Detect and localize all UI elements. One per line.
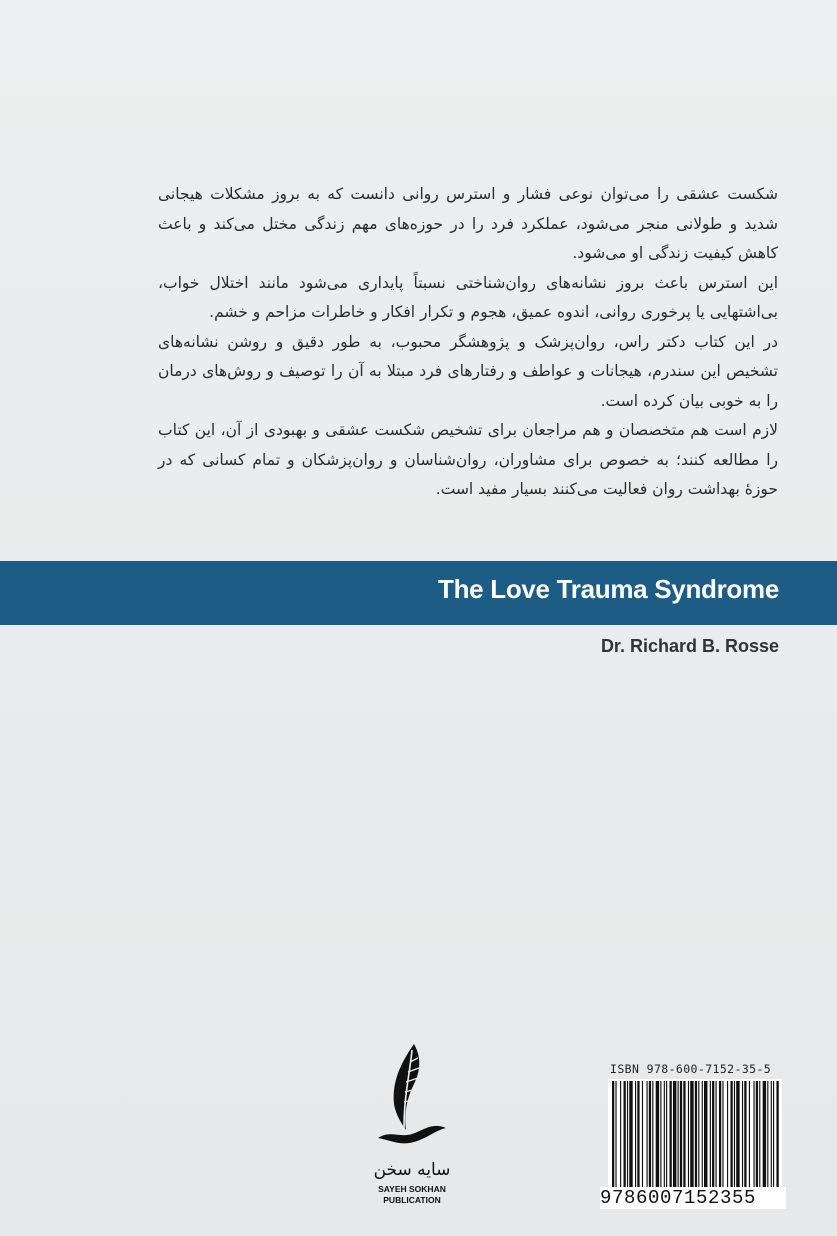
- barcode-bar: [698, 1081, 699, 1187]
- isbn-label: ISBN 978-600-7152-35-5: [610, 1062, 772, 1076]
- barcode-bar: [637, 1081, 639, 1187]
- barcode-bar: [647, 1081, 648, 1187]
- barcode-bar: [704, 1081, 707, 1187]
- barcode-bar: [727, 1081, 728, 1187]
- author-name: Dr. Richard B. Rosse: [600, 636, 779, 656]
- barcode-bar: [656, 1081, 659, 1187]
- barcode-bar: [664, 1081, 665, 1187]
- barcode-bar: [695, 1081, 697, 1187]
- barcode-bar: [652, 1081, 653, 1187]
- barcode-bar: [624, 1081, 626, 1187]
- publisher-logo: [352, 1042, 472, 1212]
- barcode-bar: [759, 1081, 760, 1187]
- barcode-bar: [730, 1081, 732, 1187]
- barcode-bar: [712, 1081, 714, 1187]
- title-band: [0, 561, 837, 625]
- barcode-bar: [776, 1081, 778, 1187]
- barcode-bar: [756, 1081, 758, 1187]
- barcode-bar: [688, 1081, 689, 1187]
- blurb-paragraph-4: لازم است هم متخصصان و هم مراجعان برای تشخیص شکست عشقی و بهبودی از آن، این کتاب را مطالعه کنند؛ به خصوص برای مشاوران، روان‌شناسان و روان‌پزشکان و تمام کسانی که در حوزهٔ بهداشت روان فعالیت می‌کنند بسیار مفید است.: [158, 421, 778, 498]
- barcode-bar: [660, 1081, 661, 1187]
- barcode-bar: [635, 1081, 636, 1187]
- barcode-bar: [666, 1081, 667, 1187]
- barcode-bar: [702, 1081, 703, 1187]
- barcode-bar: [710, 1081, 711, 1187]
- barcode-bar: [620, 1081, 621, 1187]
- barcode-bar: [627, 1081, 628, 1187]
- barcode-bar: [773, 1081, 774, 1187]
- barcode-bar: [742, 1081, 743, 1187]
- barcode-bar: [649, 1081, 651, 1187]
- isbn-barcode: [608, 1079, 782, 1189]
- barcode-bar: [678, 1081, 679, 1187]
- back-cover-blurb: [158, 180, 778, 505]
- barcode-bar: [753, 1081, 754, 1187]
- barcode-bar: [629, 1081, 632, 1187]
- barcode-digits: 9786007152355: [600, 1187, 786, 1209]
- barcode-bar: [734, 1081, 735, 1187]
- barcode-bar: [612, 1081, 614, 1187]
- barcode-bar: [673, 1081, 676, 1187]
- barcode-bar: [749, 1081, 750, 1187]
- barcode-bar: [763, 1081, 766, 1187]
- barcode-bar: [722, 1081, 723, 1187]
- quill-feather-icon: [370, 1042, 454, 1160]
- blurb-paragraph-3: در این کتاب دکتر راس، روان‌پزشک و پژوهشگر محبوب، به طور دقیق و روشن نشانه‌های تشخیص این سندرم، هیجانات و عواطف و رفتارهای فرد مبتلا به آن را توصیف و روش‌های درمان را به خوبی بیان کرده است.: [158, 332, 778, 410]
- blurb-paragraph-1: شکست عشقی را می‌توان نوعی فشار و استرس روانی دانست که به بروز مشکلات هیجانی شدید و طولانی منجر می‌شود، عملکرد فرد را در حوزه‌های مهم زندگی مختل می‌کند و باعث کاهش کیفیت زندگی او می‌شود.: [158, 185, 778, 262]
- barcode-bar: [719, 1081, 721, 1187]
- barcode-bar: [615, 1081, 616, 1187]
- barcode-bar: [767, 1081, 768, 1187]
- barcode-bar: [736, 1081, 739, 1187]
- barcode-bar: [670, 1081, 672, 1187]
- barcode-bar: [744, 1081, 746, 1187]
- barcode-bar: [771, 1081, 772, 1187]
- barcode-bar: [716, 1081, 717, 1187]
- publisher-name-persian: سایه سخن: [373, 1160, 451, 1180]
- barcode-bar: [680, 1081, 682, 1187]
- barcode-bar: [690, 1081, 693, 1187]
- blurb-paragraph-2: این استرس باعث بروز نشانه‌های روان‌شناختی نسبتاً پایداری می‌شود مانند اختلال خواب، بی‌اشتهایی یا پرخوری روانی، اندوه عمیق، هجوم و تکرار افکار و خاطرات مزاحم و خشم.: [158, 273, 778, 321]
- book-title-english: The Love Trauma Syndrome: [437, 574, 779, 604]
- barcode-bar: [683, 1081, 685, 1187]
- publisher-name-english-line1: SAYEH SOKHAN: [378, 1184, 446, 1194]
- publisher-name-english-line2: PUBLICATION: [383, 1195, 441, 1205]
- barcode-bar: [642, 1081, 643, 1187]
